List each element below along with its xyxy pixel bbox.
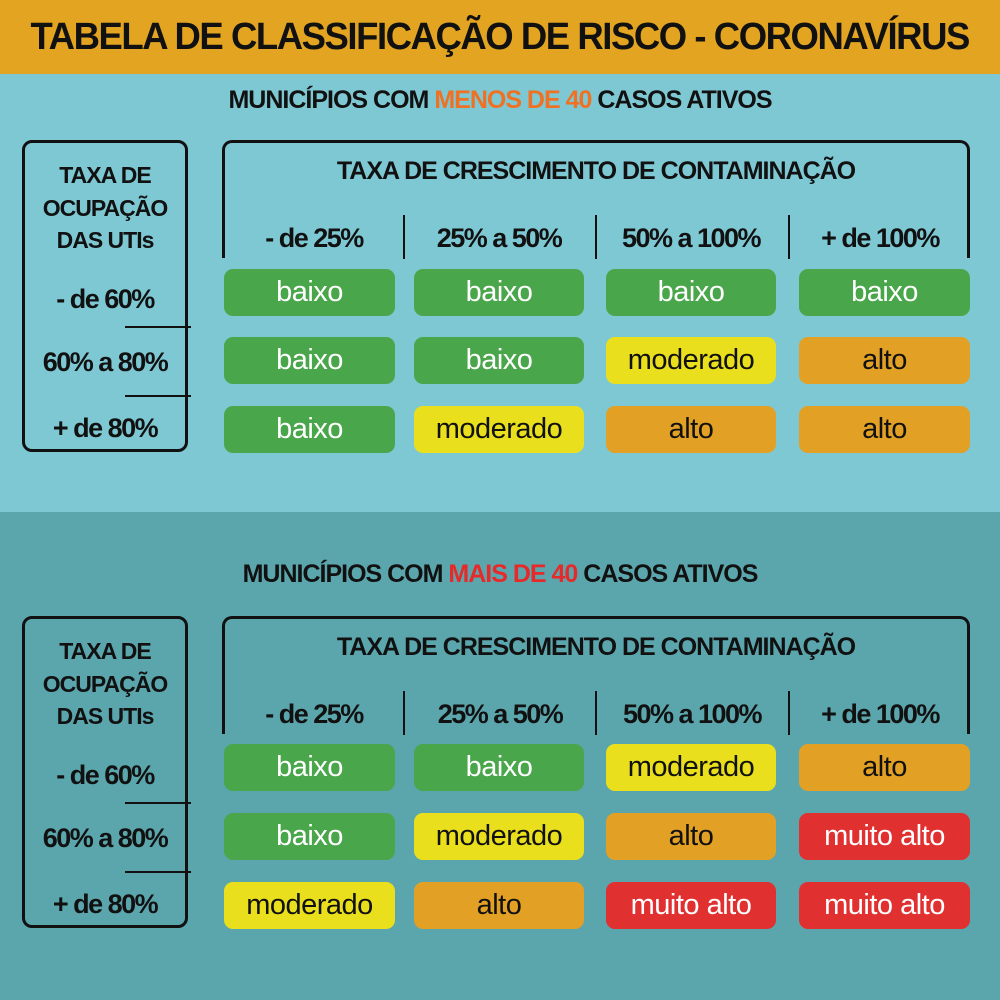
subtitle-highlight: MENOS DE 40 [434, 86, 592, 114]
subtitle-highlight: MAIS DE 40 [448, 560, 578, 588]
section-less-than-40 [0, 74, 1000, 512]
risk-cell: moderado [224, 882, 395, 929]
subtitle-text: MUNICÍPIOS COM [242, 560, 449, 588]
row-label: - de 60% [56, 760, 154, 790]
subtitle-text: CASOS ATIVOS [577, 560, 758, 588]
row-header-box [22, 616, 188, 928]
row-header-line: OCUPAÇÃO [42, 671, 168, 697]
row-label: + de 80% [52, 413, 158, 443]
row-header-line: TAXA DE [59, 162, 151, 188]
risk-cell: baixo [414, 337, 584, 384]
subtitle-text: CASOS ATIVOS [591, 86, 772, 114]
risk-cell: baixo [224, 337, 395, 384]
row-label: + de 80% [52, 889, 158, 919]
row-label: - de 60% [56, 284, 154, 314]
risk-cell: baixo [414, 744, 584, 791]
column-label: 50% a 100% [622, 699, 762, 729]
risk-cell: muito alto [606, 882, 776, 929]
risk-cell: muito alto [799, 882, 970, 929]
subtitle-text: MUNICÍPIOS COM [228, 86, 435, 114]
section-subtitle [0, 560, 1000, 589]
title-bar [0, 0, 1000, 74]
column-header-title: TAXA DE CRESCIMENTO DE CONTAMINAÇÃO [336, 633, 856, 661]
column-header-title: TAXA DE CRESCIMENTO DE CONTAMINAÇÃO [336, 157, 856, 185]
risk-cell: alto [606, 406, 776, 453]
row-divider [125, 395, 191, 397]
section-more-than-40 [0, 512, 1000, 1000]
section-subtitle [0, 86, 1000, 115]
risk-cell: alto [799, 744, 970, 791]
risk-cell: alto [414, 882, 584, 929]
risk-cell: baixo [224, 406, 395, 453]
row-divider [125, 802, 191, 804]
row-label: 60% a 80% [42, 823, 168, 853]
column-label: - de 25% [265, 699, 363, 729]
row-header-line: DAS UTIs [56, 227, 154, 253]
risk-cell: baixo [799, 269, 970, 316]
column-label: 25% a 50% [436, 223, 562, 253]
row-header-line: OCUPAÇÃO [42, 195, 168, 221]
row-header-box [22, 140, 188, 452]
risk-cell: muito alto [799, 813, 970, 860]
risk-cell: moderado [606, 337, 776, 384]
risk-cell: baixo [414, 269, 584, 316]
column-label: - de 25% [265, 223, 363, 253]
risk-cell: alto [799, 406, 970, 453]
row-header-line: TAXA DE [59, 638, 151, 664]
risk-cell: moderado [414, 406, 584, 453]
risk-cell: baixo [224, 744, 395, 791]
column-label: + de 100% [821, 699, 939, 729]
risk-cell: moderado [606, 744, 776, 791]
risk-cell: baixo [224, 813, 395, 860]
risk-cell: baixo [224, 269, 395, 316]
risk-cell: alto [606, 813, 776, 860]
risk-cell: moderado [414, 813, 584, 860]
row-divider [125, 326, 191, 328]
column-label: + de 100% [821, 223, 939, 253]
column-header-box [222, 616, 970, 734]
column-label: 25% a 50% [437, 699, 563, 729]
risk-cell: alto [799, 337, 970, 384]
risk-cell: baixo [606, 269, 776, 316]
row-label: 60% a 80% [42, 347, 168, 377]
column-label: 50% a 100% [621, 223, 761, 253]
page-title: TABELA DE CLASSIFICAÇÃO DE RISCO - CORONAVÍRUS [30, 15, 970, 58]
column-header-box [222, 140, 970, 258]
row-divider [125, 871, 191, 873]
row-header-line: DAS UTIs [56, 703, 154, 729]
